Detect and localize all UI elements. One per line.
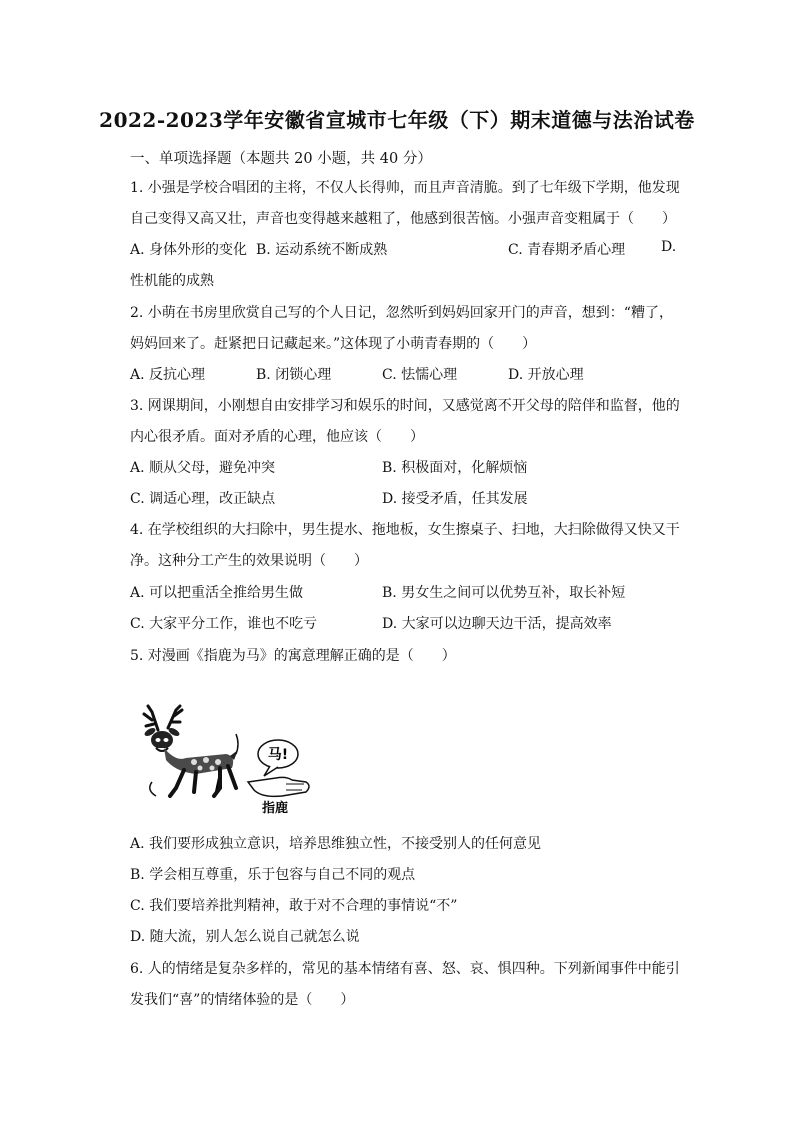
cartoon-caption: 指鹿 xyxy=(262,801,289,816)
deer-antlers xyxy=(144,706,182,730)
section-heading: 一、单项选择题（本题共 20 小题，共 40 分） xyxy=(130,151,432,167)
pointing-hand-icon xyxy=(248,777,309,796)
q1-option-b: B. 运动系统不断成熟 xyxy=(256,242,388,258)
q5-option-d: D. 随大流，别人怎么说自己就怎么说 xyxy=(130,929,360,945)
q3-line1: 3. 网课期间，小刚想自由安排学习和娱乐的时间，又感觉离不开父母的陪伴和监督，他的 xyxy=(130,398,680,414)
q3-option-a: A. 顺从父母，避免冲突 xyxy=(130,460,276,476)
motion-line xyxy=(150,782,156,796)
q4-option-a: A. 可以把重活全推给男生做 xyxy=(130,585,304,601)
q4-option-d: D. 大家可以边聊天边干活，提高效率 xyxy=(382,616,612,632)
q4-option-b: B. 男女生之间可以优势互补，取长补短 xyxy=(382,585,626,601)
deer-body xyxy=(164,748,238,774)
q4-line2: 净。这种分工产生的效果说明（ ） xyxy=(130,553,368,569)
q2-line1: 2. 小萌在书房里欣赏自己写的个人日记，忽然听到妈妈回家开门的声音，想到：“糟了， xyxy=(130,305,673,321)
q2-line2: 妈妈回来了。赶紧把日记藏起来。”这体现了小萌青春期的（ ） xyxy=(130,336,537,352)
q1-line2: 自己变得又高又壮，声音也变得越来越粗了，他感到很苦恼。小强声音变粗属于（ ） xyxy=(130,211,676,227)
q6-line2: 发我们“喜”的情绪体验的是（ ） xyxy=(130,992,355,1008)
q2-option-d: D. 开放心理 xyxy=(508,367,584,383)
q1-option-d-text: 性机能的成熟 xyxy=(130,273,214,289)
q2-option-b: B. 闭锁心理 xyxy=(256,367,332,383)
q1-line1: 1. 小强是学校合唱团的主将，不仅人长得帅，而且声音清脆。到了七年级下学期，他发现 xyxy=(130,180,680,196)
deer-cartoon-illustration xyxy=(136,704,322,816)
q6-line1: 6. 人的情绪是复杂多样的，常见的基本情绪有喜、怒、哀、惧四种。下列新闻事件中能引 xyxy=(130,961,680,977)
q5-line1: 5. 对漫画《指鹿为马》的寓意理解正确的是（ ） xyxy=(130,648,456,664)
q2-option-a: A. 反抗心理 xyxy=(130,367,206,383)
q1-option-d: D. xyxy=(661,239,677,255)
q5-option-b: B. 学会相互尊重，乐于包容与自己不同的观点 xyxy=(130,867,416,883)
q4-line1: 4. 在学校组织的大扫除中，男生提水、拖地板，女生擦桌子、扫地，大扫除做得又快又干 xyxy=(130,522,680,538)
q1-option-c: C. 青春期矛盾心理 xyxy=(508,242,626,258)
q4-option-c: C. 大家平分工作，谁也不吃亏 xyxy=(130,616,318,632)
q5-option-a: A. 我们要形成独立意识，培养思维独立性，不接受别人的任何意见 xyxy=(130,836,542,852)
exam-title: 2022-2023学年安徽省宣城市七年级（下）期末道德与法治试卷 xyxy=(99,108,695,132)
deer-head xyxy=(143,726,180,751)
q1-option-a: A. 身体外形的变化 xyxy=(130,242,248,258)
q3-option-b: B. 积极面对，化解烦恼 xyxy=(382,460,528,476)
q3-option-c: C. 调适心理，改正缺点 xyxy=(130,491,276,507)
speech-bubble-text: 马! xyxy=(267,747,289,763)
speech-bubble xyxy=(258,740,298,776)
q5-option-c: C. 我们要培养批判精神，敢于对不合理的事情说“不” xyxy=(130,898,458,914)
q3-option-d: D. 接受矛盾，任其发展 xyxy=(382,491,528,507)
q2-option-c: C. 怯懦心理 xyxy=(382,367,458,383)
motion-line xyxy=(236,734,238,754)
q3-line2: 内心很矛盾。面对矛盾的心理，他应该（ ） xyxy=(130,429,424,445)
